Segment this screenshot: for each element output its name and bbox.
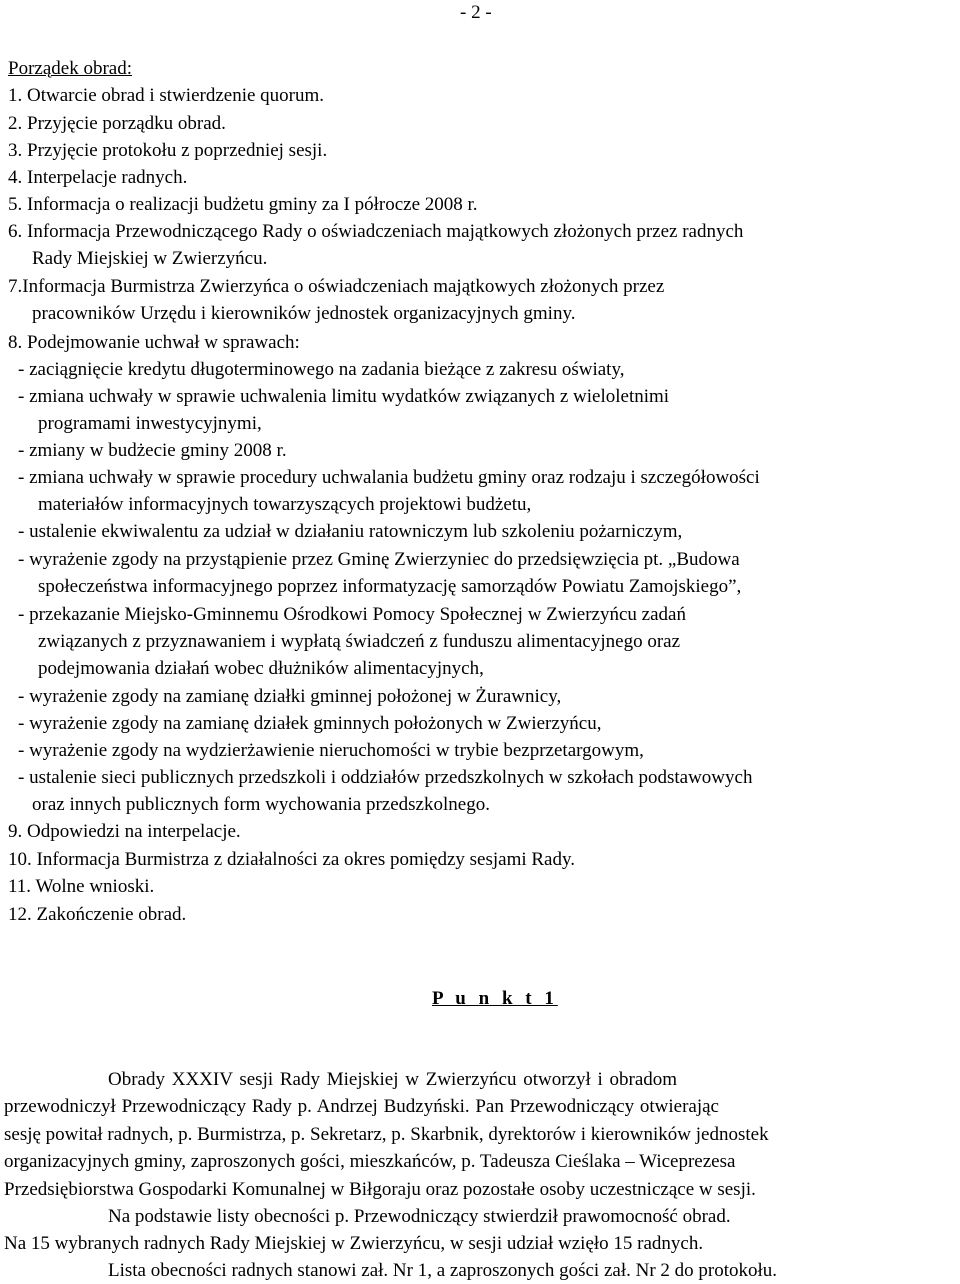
agenda-subitem-cont: materiałów informacyjnych towarzyszących projektowi budżetu, xyxy=(38,494,532,515)
agenda-subitem: - ustalenie ekwiwalentu za udział w działaniu ratowniczym lub szkoleniu pożarniczym, xyxy=(18,521,683,542)
agenda-item-6-cont: Rady Miejskiej w Zwierzyńcu. xyxy=(32,248,268,269)
agenda-subitem: - wyrażenie zgody na zamianę działek gminnych położonych w Zwierzyńcu, xyxy=(18,713,602,734)
body-line: Obrady XXXIV sesji Rady Miejskiej w Zwierzyńcu otworzył i obradom xyxy=(108,1069,678,1090)
agenda-item-7: 7.Informacja Burmistrza Zwierzyńca o oświadczeniach majątkowych złożonych przez xyxy=(8,276,665,297)
agenda-subitem-cont: społeczeństwa informacyjnego poprzez informatyzację samorządów Powiatu Zamojskiego”, xyxy=(38,576,742,597)
agenda-item-5: 5. Informacja o realizacji budżetu gminy za I półrocze 2008 r. xyxy=(8,194,478,215)
agenda-item-9: 9. Odpowiedzi na interpelacje. xyxy=(8,821,241,842)
agenda-subitem-cont: związanych z przyznawaniem i wypłatą świadczeń z funduszu alimentacyjnego oraz xyxy=(38,631,681,652)
body-line: Lista obecności radnych stanowi zał. Nr 1, a zaproszonych gości zał. Nr 2 do protokołu. xyxy=(108,1260,778,1281)
body-line: Na 15 wybranych radnych Rady Miejskiej w Zwierzyńcu, w sesji udział wzięło 15 radnych. xyxy=(4,1233,704,1254)
agenda-item-3: 3. Przyjęcie protokołu z poprzedniej sesji. xyxy=(8,140,328,161)
agenda-item-2: 2. Przyjęcie porządku obrad. xyxy=(8,113,226,134)
agenda-item-1: 1. Otwarcie obrad i stwierdzenie quorum. xyxy=(8,85,325,106)
section-heading: P u n k t 1 xyxy=(432,988,558,1009)
agenda-subitem: - zmiana uchwały w sprawie procedury uchwalania budżetu gminy oraz rodzaju i szczegółowości xyxy=(18,467,760,488)
agenda-item-4: 4. Interpelacje radnych. xyxy=(8,167,188,188)
body-line: organizacyjnych gminy, zaproszonych gości, mieszkańców, p. Tadeusza Cieślaka – Wiceprezesa xyxy=(4,1151,736,1172)
agenda-item-6: 6. Informacja Przewodniczącego Rady o oświadczeniach majątkowych złożonych przez radnych xyxy=(8,221,744,242)
agenda-item-12: 12. Zakończenie obrad. xyxy=(8,904,187,925)
agenda-subitem-cont: programami inwestycyjnymi, xyxy=(38,413,262,434)
agenda-subitem-cont: podejmowania działań wobec dłużników alimentacyjnych, xyxy=(38,658,484,679)
body-line: przewodniczył Przewodniczący Rady p. Andrzej Budzyński. Pan Przewodniczący otwierając xyxy=(4,1096,719,1117)
body-line: sesję powitał radnych, p. Burmistrza, p. Sekretarz, p. Skarbnik, dyrektorów i kierowników jednostek xyxy=(4,1124,769,1145)
agenda-item-11: 11. Wolne wnioski. xyxy=(8,876,155,897)
body-line: Przedsiębiorstwa Gospodarki Komunalnej w Biłgoraju oraz pozostałe osoby uczestniczące w sesji. xyxy=(4,1179,756,1200)
agenda-subitem: - wyrażenie zgody na zamianę działki gminnej położonej w Żurawnicy, xyxy=(18,686,562,707)
agenda-title: Porządek obrad: xyxy=(8,58,132,79)
agenda-subitem: - zmiana uchwały w sprawie uchwalenia limitu wydatków związanych z wieloletnimi xyxy=(18,386,670,407)
agenda-subitem: - przekazanie Miejsko-Gminnemu Ośrodkowi Pomocy Społecznej w Zwierzyńcu zadań xyxy=(18,604,686,625)
agenda-subitem-cont: oraz innych publicznych form wychowania przedszkolnego. xyxy=(32,794,490,815)
agenda-subitem: - zmiany w budżecie gminy 2008 r. xyxy=(18,440,287,461)
agenda-subitem: - zaciągnięcie kredytu długoterminowego na zadania bieżące z zakresu oświaty, xyxy=(18,359,625,380)
agenda-subitem: - wyrażenie zgody na przystąpienie przez Gminę Zwierzyniec do przedsięwzięcia pt. „Budowa xyxy=(18,549,740,570)
page-number: - 2 - xyxy=(460,2,492,23)
agenda-item-8: 8. Podejmowanie uchwał w sprawach: xyxy=(8,332,300,353)
agenda-item-10: 10. Informacja Burmistrza z działalności za okres pomiędzy sesjami Rady. xyxy=(8,849,575,870)
agenda-item-7-cont: pracowników Urzędu i kierowników jednostek organizacyjnych gminy. xyxy=(32,303,576,324)
body-line: Na podstawie listy obecności p. Przewodniczący stwierdził prawomocność obrad. xyxy=(108,1206,731,1227)
agenda-subitem: - ustalenie sieci publicznych przedszkoli i oddziałów przedszkolnych w szkołach podstawowych xyxy=(18,767,753,788)
agenda-subitem: - wyrażenie zgody na wydzierżawienie nieruchomości w trybie bezprzetargowym, xyxy=(18,740,644,761)
